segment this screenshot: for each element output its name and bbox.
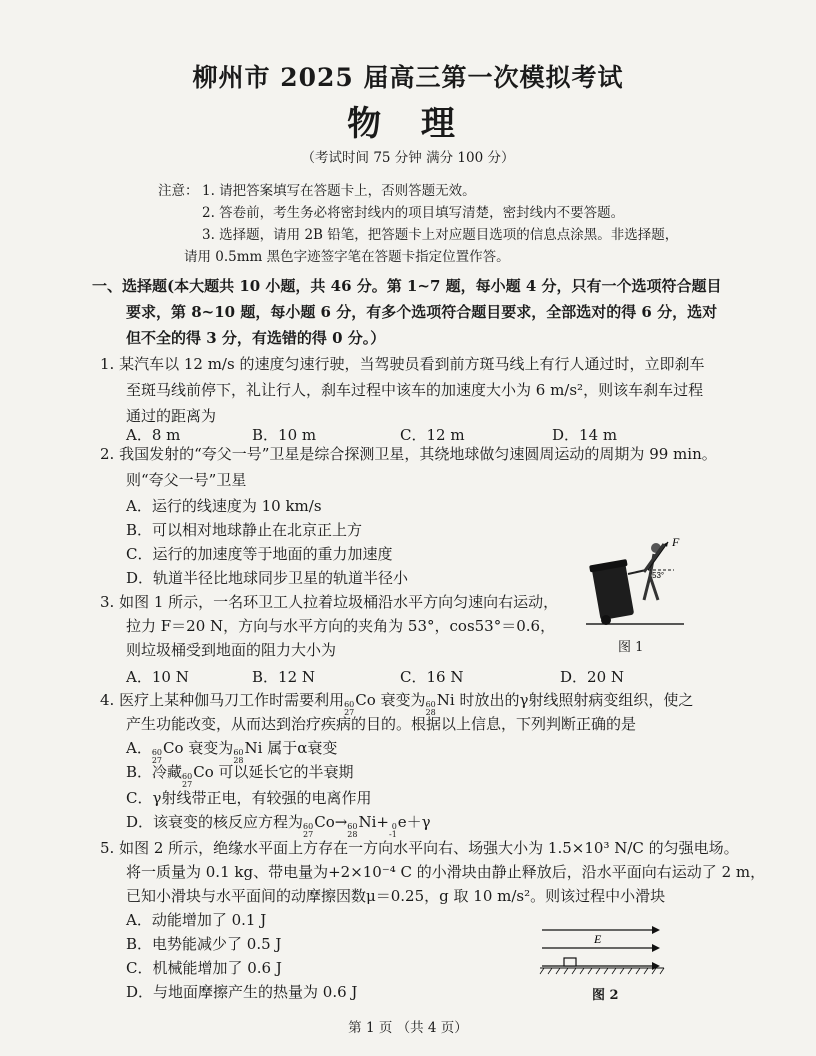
q3-text-line-2: 拉力 F＝20 N，方向与水平方向的夹角为 53°，cos53°＝0.6， bbox=[126, 617, 556, 635]
q2-option-b: B．可以相对地球静止在北京正上方 bbox=[126, 521, 363, 539]
q4-text-line-2: 产生功能改变，从而达到治疗疾病的目的。根据以上信息，下列判断正确的是 bbox=[126, 715, 637, 733]
figure-2-slider-block bbox=[564, 958, 576, 966]
q4-text-line-1: 4. 医疗上某种伽马刀工作时需要利用 60 27 Co 衰变为 60 28 Ni 时放出的γ射线照射病变组织，使之 bbox=[100, 691, 694, 717]
q3-option-d: D．20 N bbox=[560, 668, 625, 686]
notice-item-3-cont: 请用 0.5mm 黑色字迹签字笔在答题卡指定位置作答。 bbox=[184, 249, 510, 265]
q4-option-a: A． 60 27 Co 衰变为 60 28 Ni 属于α衰变 bbox=[126, 739, 338, 765]
q5-text-line-2: 将一质量为 0.1 kg、带电量为+2×10⁻⁴ C 的小滑块由静止释放后，沿水平面向右运动了 2 m， bbox=[126, 863, 766, 881]
notice-label: 注意： bbox=[158, 183, 199, 199]
q1-option-c: C．12 m bbox=[400, 426, 465, 444]
q1-text-line-3: 通过的距离为 bbox=[126, 407, 217, 425]
q2-text-line-2: 则“夸父一号”卫星 bbox=[126, 471, 247, 489]
figure-1-caption: 图 1 bbox=[618, 640, 644, 655]
page-footer: 第 1 页 （共 4 页） bbox=[348, 1020, 468, 1036]
q5-text-line-1: 5. 如图 2 所示，绝缘水平面上方存在一方向水平向右、场强大小为 1.5×10³ N/C 的匀强电场。 bbox=[100, 839, 739, 857]
exam-time-info: （考试时间 75 分钟 满分 100 分） bbox=[301, 150, 515, 166]
notice-item-2: 2. 答卷前，考生务必将密封线内的项目填写清楚，密封线内不要答题。 bbox=[202, 205, 625, 221]
q2-option-c: C．运行的加速度等于地面的重力加速度 bbox=[126, 545, 393, 563]
figure-1-worker-pulling-bin bbox=[584, 530, 694, 630]
q5-option-d: D．与地面摩擦产生的热量为 0.6 J bbox=[126, 983, 358, 1001]
q4-option-d: D．该衰变的核反应方程为 60 27 Co→ 60 28 Ni+ 0 -1 e＋γ bbox=[126, 813, 431, 839]
figure-2-caption: 图 2 bbox=[592, 988, 619, 1003]
section-heading-line-3: 但不全的得 3 分，有选错的得 0 分。） bbox=[126, 329, 386, 347]
q5-option-c: C．机械能增加了 0.6 J bbox=[126, 959, 282, 977]
q1-text-line-1: 1. 某汽车以 12 m/s 的速度匀速行驶，当驾驶员看到前方斑马线上有行人通过时，立即刹车 bbox=[100, 355, 705, 373]
q2-option-a: A．运行的线速度为 10 km/s bbox=[126, 497, 322, 515]
section-heading-line-1: 一、选择题(本大题共 10 小题，共 46 分。第 1~7 题，每小题 4 分，只有一个选项符合题目 bbox=[92, 277, 722, 295]
subject-title: 物 理 bbox=[347, 104, 469, 144]
q1-text-line-2: 至斑马线前停下，礼让行人，刹车过程中该车的加速度大小为 6 m/s²，则该车刹车过程 bbox=[126, 381, 704, 399]
q1-option-b: B．10 m bbox=[252, 426, 317, 444]
q1-option-d: D．14 m bbox=[552, 426, 618, 444]
q4-option-b: B．冷藏 60 27 Co 可以延长它的半衰期 bbox=[126, 763, 354, 789]
figure-2-field-label: E bbox=[594, 932, 602, 946]
figure-1-force-label: F bbox=[672, 535, 680, 549]
q3-option-b: B．12 N bbox=[252, 668, 316, 686]
q5-option-a: A．动能增加了 0.1 J bbox=[126, 911, 267, 929]
notice-item-3: 3. 选择题，请用 2B 铅笔，把答题卡上对应题目选项的信息点涂黑。非选择题， bbox=[202, 227, 679, 243]
q4-option-c: C．γ射线带正电，有较强的电离作用 bbox=[126, 789, 372, 807]
q5-text-line-3: 已知小滑块与水平面间的动摩擦因数μ＝0.25，g 取 10 m/s²。则该过程中小滑块 bbox=[126, 887, 666, 905]
q2-text-line-1: 2. 我国发射的“夸父一号”卫星是综合探测卫星，其绕地球做匀速圆周运动的周期为 99 min。 bbox=[100, 445, 717, 463]
q3-text-line-1: 3. 如图 1 所示，一名环卫工人拉着垃圾桶沿水平方向匀速向右运动， bbox=[100, 593, 559, 611]
figure-2-electric-field bbox=[538, 918, 668, 978]
q2-option-d: D．轨道半径比地球同步卫星的轨道半径小 bbox=[126, 569, 409, 587]
figure-1-angle-label: 53° bbox=[652, 571, 665, 580]
q1-option-a: A．8 m bbox=[126, 426, 181, 444]
section-heading-line-2: 要求，第 8~10 题，每小题 6 分，有多个选项符合题目要求，全部选对的得 6 分，选对 bbox=[126, 303, 718, 321]
q3-option-c: C．16 N bbox=[400, 668, 464, 686]
q3-text-line-3: 则垃圾桶受到地面的阻力大小为 bbox=[126, 641, 337, 659]
notice-item-1: 1. 请把答案填写在答题卡上，否则答题无效。 bbox=[202, 183, 476, 199]
q5-option-b: B．电势能减少了 0.5 J bbox=[126, 935, 282, 953]
exam-title: 柳州市 2025 届高三第一次模拟考试 bbox=[192, 63, 624, 92]
q3-option-a: A．10 N bbox=[126, 668, 189, 686]
